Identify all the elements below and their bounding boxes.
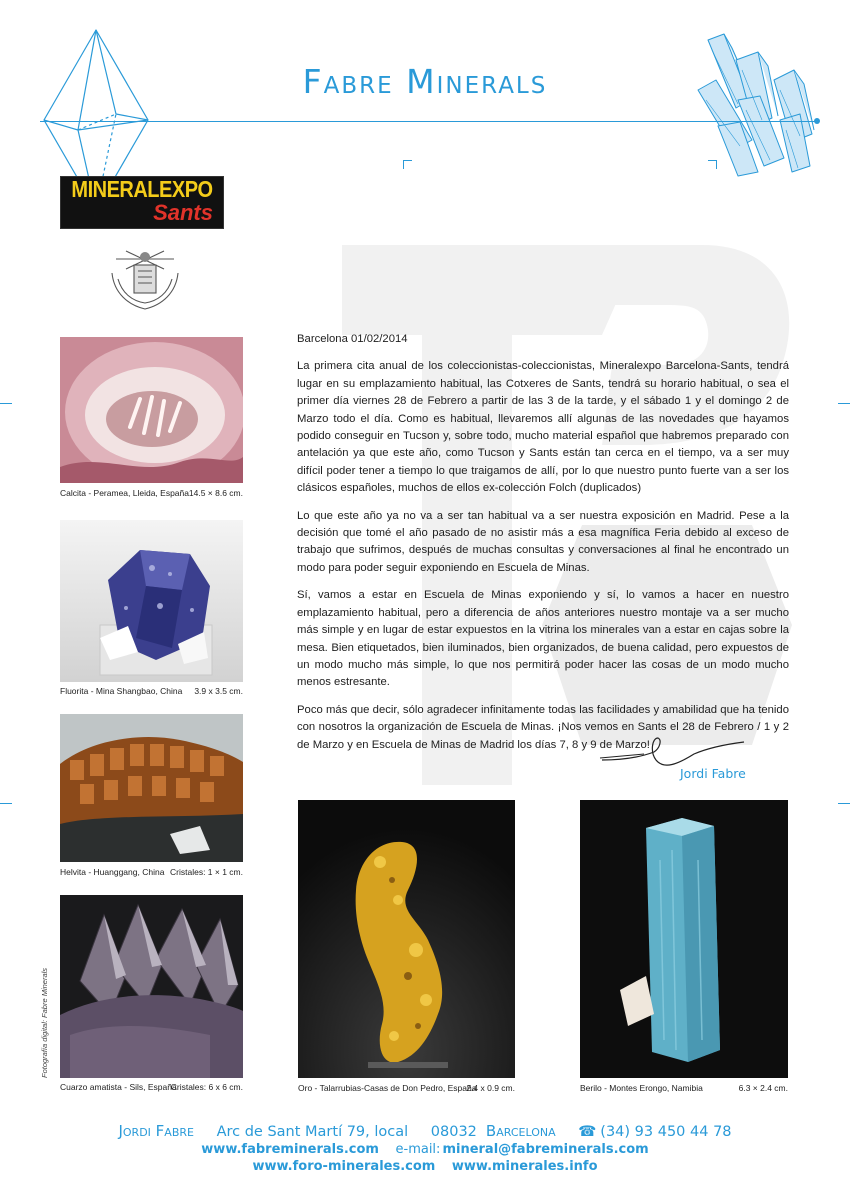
- photo-size-calcita: 14.5 × 8.6 cm.: [188, 488, 243, 498]
- header-rule: [40, 121, 818, 122]
- mineralexpo-sants-logo: [60, 176, 224, 229]
- phone-icon: ☎: [578, 1124, 597, 1140]
- photo-caption-cuarzo: Cuarzo amatista - Sils, España: [60, 1082, 177, 1092]
- photo-caption-berilo: Berilo - Montes Erongo, Namibia: [580, 1083, 703, 1093]
- photo-caption-oro: Oro - Talarrubias-Casas de Don Pedro, España: [298, 1083, 477, 1093]
- footer-forum-link[interactable]: www.foro-minerales.com: [252, 1159, 436, 1174]
- footer-website-link[interactable]: www.fabreminerals.com: [201, 1142, 379, 1157]
- letter-date: Barcelona 01/02/2014: [297, 333, 408, 345]
- footer-postal: 08032: [430, 1124, 477, 1140]
- signature-name: Jordi Fabre: [680, 766, 746, 781]
- header-rule-dot: [814, 118, 820, 124]
- letter-paragraph: La primera cita anual de los coleccionistas-coleccionistas, Mineralexpo Barcelona-Sants, tendrá lugar en su emplazamiento habitual, las Cotxeres de Sants, tendrá su horario habitual, o sea el primer día viernes 28 de Febrero a partir de las 3 de la tarde, y el sábado 1 y el domingo 2 de Marzo todo el día. Como es habitual, llevaremos allí algunas de las novedades que hayamos podido conseguir en Tucson y, sobre todo, mucho material español que habremos preparado con antelación ya que este año, como Tucson y Sants están tan cerca en el tiempo, va a ser muy difícil poder tener a tiempo lo que traigamos de allí, por lo que nuestro punto fuerte van a ser los clásicos españoles, muchos de ellos ex-colección Folch (duplicados): [297, 360, 789, 495]
- photo-credit: [40, 967, 50, 1088]
- calcita-photo: [60, 337, 243, 483]
- corner-mark: [708, 160, 717, 169]
- footer-web-line: [0, 1142, 850, 1157]
- letter-body: [297, 331, 789, 764]
- footer-name: Jordi Fabre: [118, 1122, 194, 1140]
- letter-paragraph: Lo que este año ya no va a ser tan habitual va a ser nuestra exposición en Madrid. Pese a la decisión que tomé el año pasado de no asistir más a esa magnífica Feria debido al exceso de trabajo que sufrimos, después de muchas consultas y conversaciones al final he encontrado un modo para poder seguir exponiendo en Escuela de Minas.: [297, 509, 789, 574]
- logo-line-1: MINERALEXPO: [71, 177, 213, 203]
- letter-paragraph: Sí, vamos a estar en Escuela de Minas exponiendo y sí, lo vamos a hacer en nuestro emplazamiento habitual, pero a diferencia de años anteriores nuestro montaje va a ser mucho más simple y en lugar de estar expuestos en la vitrina los minerales van a estar en cajas sobre la mesa. Bien etiquetados, bien iluminados, bien organizados, de buena calidad, pero expuestos de un modo mucho más simple, lo que nos permitirá poder hacer las cosas de un modo mucho menos estresante.: [297, 589, 789, 689]
- photo-caption-helvita: Helvita - Huanggang, China: [60, 867, 165, 877]
- photo-card-berilo: [580, 800, 788, 1096]
- photo-card-cuarzo: [60, 895, 243, 1093]
- footer-city: Barcelona: [485, 1122, 556, 1140]
- photo-size-oro: 2.4 x 0.9 cm.: [466, 1083, 515, 1093]
- photo-credit-text: Fotografía digital: Fabre Minerals: [40, 967, 49, 1078]
- photo-size-cuarzo: Cristales: 6 x 6 cm.: [170, 1082, 243, 1092]
- cuarzo-amatista-photo: [60, 895, 243, 1078]
- footer: [0, 1122, 850, 1174]
- photo-caption-calcita: Calcita - Peramea, Lleida, España: [60, 488, 189, 498]
- photo-card-helvita: [60, 714, 243, 878]
- margin-tick: [0, 403, 12, 404]
- fluorita-photo: [60, 520, 243, 682]
- footer-phone-number: (34) 93 450 44 78: [600, 1124, 732, 1140]
- margin-tick: [838, 803, 850, 804]
- mining-school-crest-logo: [104, 245, 186, 313]
- margin-tick: [838, 403, 850, 404]
- photo-size-berilo: 6.3 × 2.4 cm.: [738, 1083, 788, 1093]
- corner-mark: [403, 160, 412, 169]
- helvita-photo: [60, 714, 243, 862]
- footer-web-line-2: [0, 1159, 850, 1174]
- oro-photo: [298, 800, 515, 1078]
- photo-card-oro: [298, 800, 515, 1096]
- brand-title: Fabre Minerals: [302, 62, 548, 101]
- logo-line-2: Sants: [153, 200, 213, 225]
- footer-minerales-link[interactable]: www.minerales.info: [451, 1159, 598, 1174]
- footer-email-link[interactable]: mineral@fabreminerals.com: [442, 1142, 649, 1157]
- photo-size-fluorita: 3.9 x 3.5 cm.: [194, 686, 243, 696]
- photo-card-calcita: [60, 337, 243, 499]
- photo-size-helvita: Cristales: 1 × 1 cm.: [170, 867, 243, 877]
- photo-caption-fluorita: Fluorita - Mina Shangbao, China: [60, 686, 183, 696]
- quartz-cluster-drawing: [688, 30, 820, 180]
- margin-tick: [0, 803, 12, 804]
- footer-email-label: e-mail:: [395, 1142, 441, 1157]
- berilo-photo: [580, 800, 788, 1078]
- photo-card-fluorita: [60, 520, 243, 697]
- footer-phone: [578, 1124, 731, 1140]
- letter-paragraph: Poco más que decir, sólo agradecer infinitamente todas las facilidades y amabilidad que ha tenido con nosotros la organización de Escuela de Minas. ¡Nos vemos en Sants el 28 de Febrero / 1 y 2 de Marzo y en Escuela de Minas de Madrid los días 7, 8 y 9 de Marzo!: [297, 703, 789, 751]
- footer-address: Arc de Sant Martí 79, local: [216, 1124, 409, 1140]
- footer-contact-line: [0, 1122, 850, 1140]
